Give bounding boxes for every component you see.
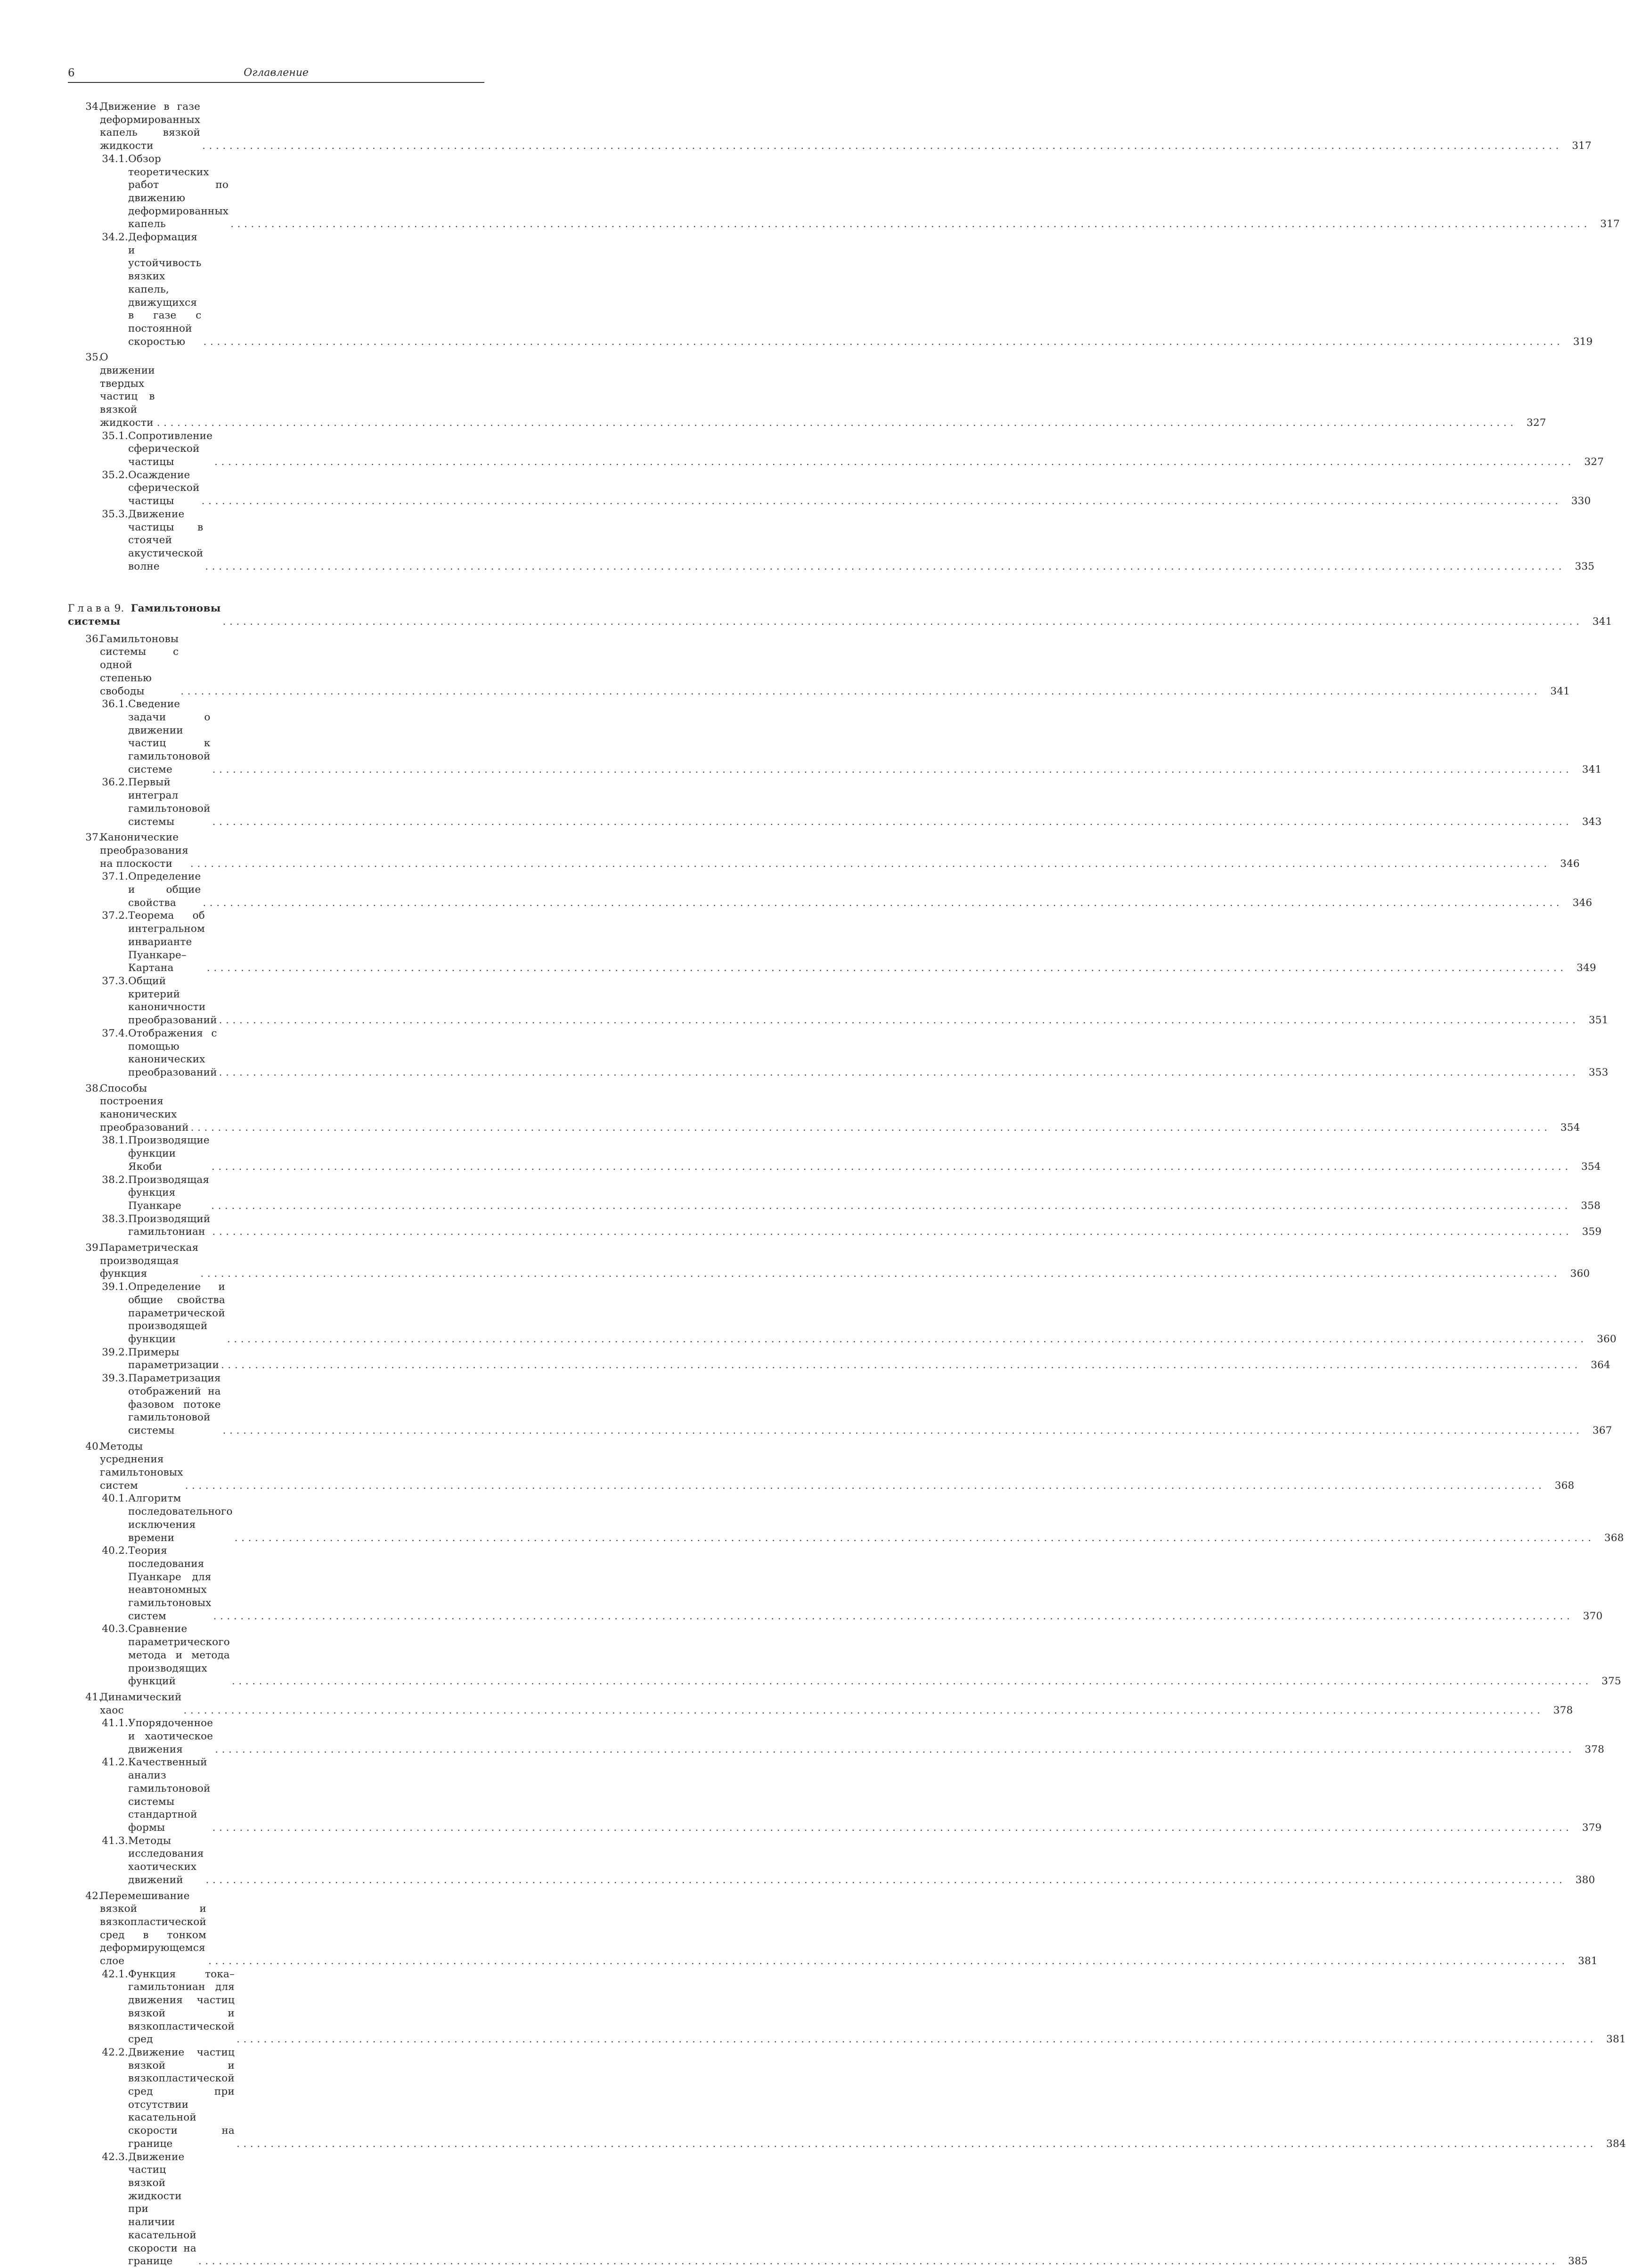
entry-number: 35.3. xyxy=(102,508,128,520)
entry-page: 330 xyxy=(1571,495,1591,507)
entry-number: 36. xyxy=(85,633,102,645)
entry-title: Производящая функция Пуанкаре xyxy=(128,1174,210,1212)
leader-dots: ........................................................................................................................................................................................................ xyxy=(230,218,1591,230)
entry-title: Гамильтоновы системы с одной степенью свободы xyxy=(100,633,179,697)
entry-page: 358 xyxy=(1581,1199,1601,1212)
entry-number: 40. xyxy=(85,1440,102,1452)
leader-dots: ........................................................................................................................................................................................................ xyxy=(211,1199,1571,1212)
leader-dots: ........................................................................................................................................................................................................ xyxy=(203,335,1564,348)
toc-subsection-entry[interactable] xyxy=(68,1623,1621,1688)
chapter-title: Гамильтоновы системы xyxy=(68,603,221,628)
entry-page: 354 xyxy=(1581,1160,1601,1173)
leader-dots: ........................................................................................................................................................................................................ xyxy=(208,1955,1569,1967)
entry-number: 37.4. xyxy=(102,1027,128,1039)
leader-dots: ........................................................................................................................................................................................................ xyxy=(212,1822,1573,1834)
toc-subsection-entry[interactable] xyxy=(68,1281,1617,1346)
entry-number: 38.3. xyxy=(102,1213,128,1225)
toc-section-entry[interactable] xyxy=(68,1440,1575,1493)
toc-subsection-entry[interactable] xyxy=(68,430,1604,469)
leader-dots: ........................................................................................................................................................................................................ xyxy=(213,1610,1574,1622)
entry-number: 39. xyxy=(85,1242,102,1254)
running-header xyxy=(68,65,484,83)
entry-title: Способы построения канонических преобразований xyxy=(100,1082,189,1134)
leader-dots: ........................................................................................................................................................................................................ xyxy=(231,1675,1592,1688)
entry-number: 34.2. xyxy=(102,231,128,244)
leader-dots: ........................................................................................................................................................................................................ xyxy=(219,1066,1579,1078)
entry-page: 381 xyxy=(1578,1955,1598,1967)
entry-title: Деформация и устойчивость вязких капель, движущихся в газе с постоянной скоростью xyxy=(128,231,202,348)
entry-title: Отображения с помощью канонических преобразований xyxy=(128,1027,217,1078)
toc-subsection-entry[interactable] xyxy=(68,1492,1624,1544)
entry-page: 384 xyxy=(1606,2137,1626,2150)
entry-page: 379 xyxy=(1582,1822,1602,1834)
entry-number: 42.3. xyxy=(102,2151,128,2163)
chapter-page: 341 xyxy=(1592,616,1612,628)
entry-page: 353 xyxy=(1588,1066,1609,1078)
entry-number: 39.2. xyxy=(102,1346,128,1358)
leader-dots: ........................................................................................................................................................................................................ xyxy=(190,857,1551,870)
entry-title: Движение в газе деформированных капель вязкой жидкости xyxy=(100,101,201,152)
leader-dots: ........................................................................................................................................................................................................ xyxy=(227,1333,1587,1345)
entry-number: 40.2. xyxy=(102,1545,128,1557)
leader-dots: ........................................................................................................................................................................................................ xyxy=(219,1014,1579,1027)
entry-title: О движении твердых частиц в вязкой жидкости xyxy=(100,351,155,429)
toc-subsection-entry[interactable] xyxy=(68,698,1602,776)
entry-title: Функция тока–гамильтониан для движения частиц вязкой и вязкопластической сред xyxy=(128,1968,235,2046)
entry-page: 359 xyxy=(1582,1226,1602,1238)
toc-subsection-entry[interactable] xyxy=(68,2046,1626,2151)
entry-title: Перемешивание вязкой и вязкопластической сред в тонком деформирующемся слое xyxy=(100,1890,206,1967)
entry-page: 378 xyxy=(1585,1743,1605,1755)
toc-subsection-entry[interactable] xyxy=(68,1027,1609,1079)
entry-number: 41.3. xyxy=(102,1835,128,1847)
leader-dots: ........................................................................................................................................................................................................ xyxy=(183,1704,1544,1716)
toc-section-group-before xyxy=(68,100,1620,573)
toc-subsection-entry[interactable] xyxy=(68,1174,1601,1213)
toc-section-entry[interactable] xyxy=(68,1890,1598,1968)
entry-title: Первый интеграл гамильтоновой системы xyxy=(128,776,211,828)
entry-title: Примеры параметризации xyxy=(128,1346,219,1371)
entry-page: 327 xyxy=(1526,416,1546,429)
entry-number: 41.2. xyxy=(102,1756,128,1769)
toc-subsection-entry[interactable] xyxy=(68,776,1602,828)
chapter-label: Глава xyxy=(68,603,113,615)
entry-number: 42.1. xyxy=(102,1968,128,1980)
entry-title: Алгоритм последовательного исключения времени xyxy=(128,1493,233,1544)
entry-number: 38.1. xyxy=(102,1134,128,1147)
leader-dots: ........................................................................................................................................................................................................ xyxy=(236,2137,1597,2150)
entry-page: 335 xyxy=(1575,560,1595,572)
entry-number: 39.3. xyxy=(102,1372,128,1385)
entry-page: 343 xyxy=(1582,816,1602,828)
toc-subsection-entry[interactable] xyxy=(68,469,1591,508)
entry-number: 41. xyxy=(85,1691,102,1703)
entry-title: Теорема об интегральном инварианте Пуанкаре–Картана xyxy=(128,910,205,974)
entry-page: 360 xyxy=(1597,1333,1617,1345)
toc-subsection-entry[interactable] xyxy=(68,1372,1612,1437)
entry-number: 40.1. xyxy=(102,1493,128,1505)
entry-number: 37.1. xyxy=(102,871,128,883)
leader-dots: ........................................................................................................................................................................................................ xyxy=(201,495,1562,507)
chapter-number: 9. xyxy=(114,603,124,615)
toc-section-entry[interactable] xyxy=(68,351,1546,429)
entry-number: 37.2. xyxy=(102,910,128,922)
entry-number: 38.2. xyxy=(102,1174,128,1186)
entry-number: 42. xyxy=(85,1890,102,1902)
entry-number: 42.2. xyxy=(102,2046,128,2058)
toc-subsection-entry[interactable] xyxy=(68,909,1596,975)
leader-dots: ........................................................................................................................................................................................................ xyxy=(205,1874,1566,1886)
leader-dots: ........................................................................................................................................................................................................ xyxy=(211,1160,1572,1173)
toc-subsection-entry[interactable] xyxy=(68,508,1595,573)
entry-number: 41.1. xyxy=(102,1717,128,1730)
entry-page: 351 xyxy=(1588,1014,1609,1027)
entry-title: Канонические преобразования на плоскости xyxy=(100,832,188,870)
entry-number: 37.3. xyxy=(102,975,128,987)
leader-dots: ........................................................................................................................................................................................................ xyxy=(203,897,1563,909)
entry-page: 367 xyxy=(1592,1424,1612,1436)
entry-title: Теория последования Пуанкаре для неавтономных гамильтоновых систем xyxy=(128,1545,212,1622)
leader-dots: ........................................................................................................................................................................................................ xyxy=(206,962,1567,974)
toc-subsection-entry[interactable] xyxy=(68,1134,1601,1173)
leader-dots: ........................................................................................................................................................................................................ xyxy=(198,2255,1559,2268)
entry-title: Движение частиц вязкой жидкости при наличии касательной скорости на границе xyxy=(128,2151,196,2268)
leader-dots: ........................................................................................................................................................................................................ xyxy=(234,1532,1595,1544)
entry-page: 360 xyxy=(1570,1268,1590,1280)
entry-number: 38. xyxy=(85,1082,102,1094)
entry-title: Параметрическая производящая функция xyxy=(100,1242,199,1280)
toc-section-group-after xyxy=(68,633,1626,2268)
entry-number: 34. xyxy=(85,101,102,113)
entry-page: 349 xyxy=(1577,962,1596,974)
entry-title: Производящий гамильтониан xyxy=(128,1213,211,1238)
leader-dots: ........................................................................................................................................................................................................ xyxy=(190,1121,1551,1134)
entry-title: Методы исследования хаотических движений xyxy=(128,1835,204,1886)
leader-dots: ........................................................................................................................................................................................................ xyxy=(212,763,1573,775)
entry-title: Производящие функции Якоби xyxy=(128,1134,210,1173)
toc-section-entry[interactable] xyxy=(68,1082,1580,1134)
entry-page: 341 xyxy=(1550,685,1570,697)
entry-number: 40.3. xyxy=(102,1623,128,1635)
entry-title: Обзор теоретических работ по движению деформированных капель xyxy=(128,153,229,230)
entry-page: 364 xyxy=(1591,1359,1610,1371)
table-of-contents xyxy=(68,98,1626,2268)
entry-page: 381 xyxy=(1606,2033,1626,2046)
leader-dots: ........................................................................................................................................................................................................ xyxy=(212,1226,1573,1238)
toc-subsection-entry[interactable] xyxy=(68,975,1609,1027)
entry-title: Упорядоченное и хаотическое движения xyxy=(128,1717,213,1755)
toc-subsection-entry[interactable] xyxy=(68,2151,1588,2268)
page-number: 6 xyxy=(68,67,75,79)
entry-page: 385 xyxy=(1568,2255,1588,2268)
leader-dots: ........................................................................................................................................................................................................ xyxy=(200,1268,1561,1280)
toc-section-entry[interactable] xyxy=(68,1241,1590,1281)
entry-page: 368 xyxy=(1604,1532,1624,1544)
entry-page: 317 xyxy=(1572,140,1592,152)
entry-number: 35.2. xyxy=(102,469,128,481)
entry-page: 378 xyxy=(1553,1704,1573,1716)
toc-subsection-entry[interactable] xyxy=(68,153,1620,231)
entry-title: Движение частиц вязкой и вязкопластической сред при отсутствии касательной скорости на границе xyxy=(128,2046,235,2150)
leader-dots: ........................................................................................................................................................................................................ xyxy=(222,616,1583,628)
entry-number: 36.1. xyxy=(102,698,128,710)
leader-dots: ........................................................................................................................................................................................................ xyxy=(202,140,1562,152)
entry-number: 39.1. xyxy=(102,1281,128,1293)
toc-subsection-entry[interactable] xyxy=(68,870,1593,909)
leader-dots: ........................................................................................................................................................................................................ xyxy=(222,1424,1583,1436)
toc-subsection-entry[interactable] xyxy=(68,231,1593,348)
entry-page: 370 xyxy=(1583,1610,1603,1622)
entry-page: 327 xyxy=(1584,456,1604,468)
entry-page: 368 xyxy=(1554,1479,1575,1492)
entry-number: 37. xyxy=(85,832,102,844)
toc-section-entry[interactable] xyxy=(68,831,1580,870)
entry-title: Качественный анализ гамильтоновой системы стандартной формы xyxy=(128,1756,211,1834)
entry-number: 34.1. xyxy=(102,153,128,165)
entry-page: 375 xyxy=(1601,1675,1621,1688)
entry-title: Сведение задачи о движении частиц к гамильтоновой системе xyxy=(128,698,211,775)
entry-title: Динамический хаос xyxy=(100,1691,182,1716)
running-title: Оглавление xyxy=(244,67,309,79)
entry-number: 36.2. xyxy=(102,776,128,789)
toc-subsection-entry[interactable] xyxy=(68,1544,1603,1623)
entry-title: Определение и общие свойства параметрической производящей функции xyxy=(128,1281,225,1345)
leader-dots: ........................................................................................................................................................................................................ xyxy=(212,816,1573,828)
leader-dots: ........................................................................................................................................................................................................ xyxy=(185,1479,1545,1492)
entry-page: 319 xyxy=(1573,335,1593,348)
toc-subsection-entry[interactable] xyxy=(68,1756,1602,1834)
entry-title: Методы усреднения гамильтоновых систем xyxy=(100,1440,183,1492)
toc-subsection-entry[interactable] xyxy=(68,1717,1605,1756)
leader-dots: ........................................................................................................................................................................................................ xyxy=(221,1359,1581,1371)
toc-subsection-entry[interactable] xyxy=(68,1213,1602,1239)
entry-title: Движение частицы в стоячей акустической волне xyxy=(128,508,204,572)
leader-dots: ........................................................................................................................................................................................................ xyxy=(180,685,1541,697)
entry-page: 354 xyxy=(1560,1121,1580,1134)
toc-subsection-entry[interactable] xyxy=(68,1968,1626,2046)
leader-dots: ........................................................................................................................................................................................................ xyxy=(215,1743,1576,1755)
toc-subsection-entry[interactable] xyxy=(68,1835,1595,1887)
leader-dots: ........................................................................................................................................................................................................ xyxy=(156,416,1517,429)
chapter-heading[interactable] xyxy=(68,602,1612,628)
entry-title: Осаждение сферической частицы xyxy=(128,469,200,507)
entry-title: Параметризация отображений на фазовом потоке гамильтоновой системы xyxy=(128,1372,221,1436)
toc-section-entry[interactable] xyxy=(68,1691,1573,1717)
entry-number: 35.1. xyxy=(102,430,128,442)
entry-page: 380 xyxy=(1575,1874,1595,1886)
entry-page: 346 xyxy=(1560,857,1580,870)
toc-section-entry[interactable] xyxy=(68,633,1570,698)
entry-title: Сравнение параметрического метода и метода производящих функций xyxy=(128,1623,230,1688)
entry-title: Общий критерий каноничности преобразований xyxy=(128,975,217,1027)
leader-dots: ........................................................................................................................................................................................................ xyxy=(236,2033,1597,2046)
toc-subsection-entry[interactable] xyxy=(68,1346,1610,1372)
entry-title: Сопротивление сферической частицы xyxy=(128,430,213,468)
entry-page: 346 xyxy=(1572,897,1593,909)
entry-title: Определение и общие свойства xyxy=(128,871,201,909)
entry-page: 341 xyxy=(1582,763,1602,775)
entry-page: 317 xyxy=(1600,218,1620,230)
toc-section-entry[interactable] xyxy=(68,100,1592,153)
leader-dots: ........................................................................................................................................................................................................ xyxy=(205,560,1566,572)
entry-number: 35. xyxy=(85,351,102,364)
leader-dots: ........................................................................................................................................................................................................ xyxy=(214,456,1575,468)
